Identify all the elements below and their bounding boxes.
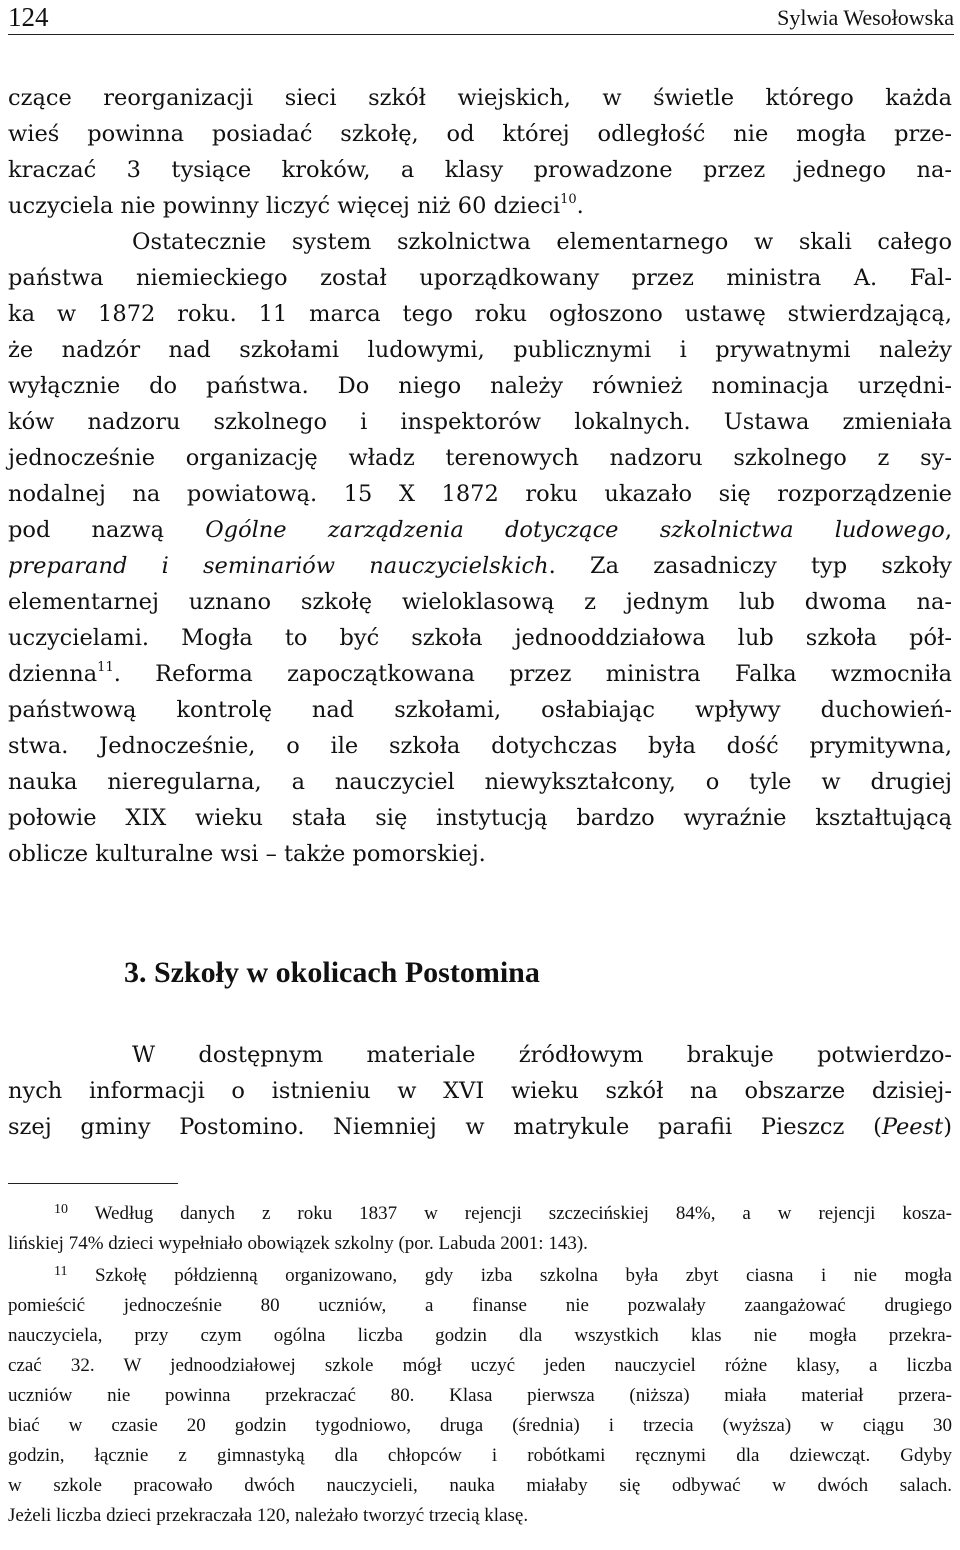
text-run: uczyciela nie powinny liczyć więcej niż 60 dzieci xyxy=(8,193,561,219)
footnote-separator xyxy=(8,1183,178,1184)
text-line: jednocześnie organizację władz terenowych nadzoru szkolnego z sy- xyxy=(8,445,952,471)
footnote-10-line: lińskiej 74% dzieci wypełniało obowiązek szkolny (por. Labuda 2001: 143). xyxy=(8,1233,588,1254)
section-heading: 3. Szkoły w okolicach Postomina xyxy=(124,956,540,989)
text-line: W dostępnym materiale źródłowym brakuje potwierdzo- xyxy=(132,1042,952,1068)
running-header xyxy=(8,0,954,35)
text-run: . Za zasadniczy typ szkoły xyxy=(548,553,952,579)
text-run: ) xyxy=(943,1114,952,1140)
footnote-11-line: w szkole pracowało dwóch nauczycieli, nauka miałaby się odbywać w dwóch salach. xyxy=(8,1475,952,1496)
footnote-11-line: uczniów nie powinna przekraczać 80. Klasa pierwsza (niższa) miała materiał przera- xyxy=(8,1385,952,1406)
text-line xyxy=(8,512,952,548)
text-line: wieś powinna posiadać szkołę, od której odległość nie mogła prze- xyxy=(8,121,952,147)
footnote-ref-11: 11 xyxy=(97,660,114,675)
text-line: nauka nieregularna, a nauczyciel niewykształcony, o tyle w drugiej xyxy=(8,769,952,795)
page-number: 124 xyxy=(8,2,49,32)
footnote-11-line: pomieścić jednocześnie 80 uczniów, a finanse nie pozwalały zaangażować drugiego xyxy=(8,1295,952,1316)
text-line: uczycielami. Mogła to być szkoła jednooddziałowa lub szkoła pół- xyxy=(8,625,952,651)
italic-title: preparand i seminariów nauczycielskich xyxy=(8,553,549,579)
footnote-11-line: godzin, łącznie z gimnastyką dla chłopców i robótkami ręcznymi dla dziewcząt. Gdyby xyxy=(8,1445,952,1466)
text-line: nych informacji o istnieniu w XVI wieku szkół na obszarze dzisiej- xyxy=(8,1078,952,1104)
text-line: państwa niemieckiego został uporządkowany przez ministra A. Fal- xyxy=(8,265,952,291)
text-line xyxy=(8,188,952,224)
text-line: państwową kontrolę nad szkołami, osłabiając wpływy duchowień- xyxy=(8,697,952,723)
text-line xyxy=(8,1109,952,1145)
running-author: Sylwia Wesołowska xyxy=(777,5,954,30)
text-run: Szkołę półdzienną organizowano, gdy izba szkolna była zbyt ciasna i nie mogła xyxy=(95,1265,952,1286)
text-run: . Reforma zapoczątkowana przez ministra Falka wzmocniła xyxy=(113,661,952,687)
text-run: szej gminy Postomino. Niemniej w matrykule parafii Pieszcz ( xyxy=(8,1114,882,1140)
text-line: oblicze kulturalne wsi – także pomorskiej. xyxy=(8,841,486,867)
footnote-11-line xyxy=(54,1261,952,1291)
text-line: kraczać 3 tysiące kroków, a klasy prowadzone przez jednego na- xyxy=(8,157,952,183)
text-run: , xyxy=(944,517,953,543)
text-line: że nadzór nad szkołami ludowymi, publicznymi i prywatnymi należy xyxy=(8,337,952,363)
footnote-11-line: Jeżeli liczba dzieci przekraczała 120, należało tworzyć trzecią klasę. xyxy=(8,1505,529,1526)
italic-title: Ogólne zarządzenia dotyczące szkolnictwa ludowego xyxy=(205,517,945,543)
text-line: Ostatecznie system szkolnictwa elementarnego w skali całego xyxy=(132,229,952,255)
text-run: dzienna xyxy=(8,661,98,687)
text-run: Według danych z roku 1837 w rejencji szczecińskiej 84%, a w rejencji kosza- xyxy=(94,1203,952,1224)
text-run: . xyxy=(576,193,584,219)
text-line: nodalnej na powiatową. 15 X 1872 roku ukazało się rozporządzenie xyxy=(8,481,952,507)
text-line xyxy=(8,656,952,692)
footnote-11-line: nauczyciela, przy czym ogólna liczba godzin dla wszystkich klas nie mogła przekra- xyxy=(8,1325,952,1346)
text-line: czące reorganizacji sieci szkół wiejskich, w świetle którego każda xyxy=(8,85,952,111)
text-line: wyłącznie do państwa. Do niego należy również nominacja urzędni- xyxy=(8,373,952,399)
text-line: połowie XIX wieku stała się instytucją bardzo wyraźnie kształtującą xyxy=(8,805,952,831)
text-line: ków nadzoru szkolnego i inspektorów lokalnych. Ustawa zmieniała xyxy=(8,409,952,435)
text-line: ka w 1872 roku. 11 marca tego roku ogłoszono ustawę stwierdzającą, xyxy=(8,301,952,327)
text-run: pod nazwą xyxy=(8,517,206,543)
footnote-marker: 11 xyxy=(54,1264,68,1279)
footnote-marker: 10 xyxy=(54,1202,68,1217)
italic-place-name: Peest xyxy=(881,1114,944,1140)
text-line xyxy=(8,548,952,584)
footnote-ref-10: 10 xyxy=(560,192,577,207)
text-line: elementarnej uznano szkołę wieloklasową z jednym lub dwoma na- xyxy=(8,589,952,615)
footnote-10-line xyxy=(54,1199,952,1229)
footnote-11-line: czać 32. W jednoodziałowej szkole mógł uczyć jeden nauczyciel różne klasy, a liczba xyxy=(8,1355,952,1376)
text-line: stwa. Jednocześnie, o ile szkoła dotychczas była dość prymitywna, xyxy=(8,733,952,759)
footnote-11-line: biać w czasie 20 godzin tygodniowo, druga (średnia) i trzecia (wyższa) w ciągu 30 xyxy=(8,1415,952,1436)
